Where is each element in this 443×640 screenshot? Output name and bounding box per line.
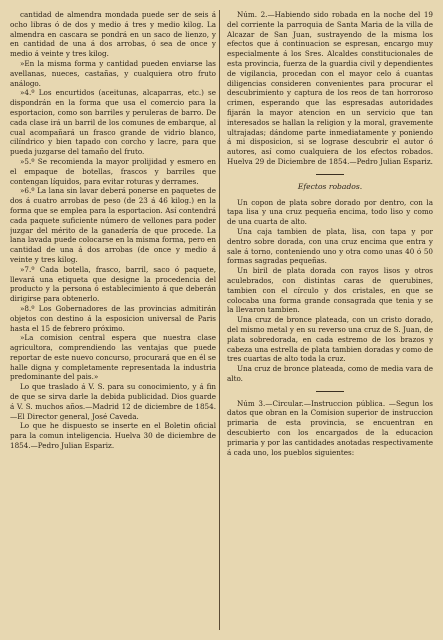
paragraph: »La comision central espera que nuestra clase agricultora, comprendiendo las ventajas que puede reportar de este nuevo concurso, procurará que en él se halle digna y completamente representada la industria predominante del pais.» <box>10 333 216 382</box>
paragraph: »4.º Los encurtidos (aceitunas, alcaparras, etc.) se dispondrán en la forma que usa el comercio para la esportacion, como son barriles y peruleras de barro. De cada clase irá un barril de los comunes de embarque, al cual acompañará un frasco grande de vidrio blanco, cilíndrico y bien tapado con corcho y lacre, para que pueda juzgarse del tamaño del fruto. <box>10 88 216 157</box>
paragraph: »8.º Los Gobernadores de las provincias admitirán objetos con destino á la esposicion universal de Paris hasta el 15 de febrero próximo. <box>10 303 216 333</box>
left-column <box>10 10 216 632</box>
notice-3: Núm 3.—Circular.—Instruccion pública. —Segun los datos que obran en la Comision superior de instruccion primaria de esta provincia, se encuentran en descubierto con los encargados de la educacion primaria y por las cantidades anotadas respectivamente á cada uno, los pueblos siguientes: <box>227 398 433 457</box>
paragraph: »6.º La lana sin lavar deberá ponerse en paquetes de dos á cuatro arrobas de peso (de 23 á 46 kilog.) en la forma que se emplea para la esportacion. Así contendrá cada paquete suficiente número de vellones para poder juzgar del mérito de la ganadería de que procede. La lana lavada puede colocarse en la misma forma, pero en cantidad de una á dos arrobas (de once y medio á veinte y tres kilog. <box>10 186 216 264</box>
stolen-item: Un copon de plata sobre dorado por dentro, con la tapa lisa y una cruz pequeña encima, todo liso y como de una cuarta de alto. <box>227 197 433 227</box>
column-divider <box>219 10 220 630</box>
paragraph: »En la misma forma y cantidad pueden enviarse las avellanas, nueces, castañas, y cualquiera otro fruto análogo. <box>10 58 216 88</box>
stolen-item: Un biril de plata dorada con rayos lisos y otros aculebrados, con distintas caras de querubines, tambien con el círculo y dos cristales, en que se colocaba una forma grande consagrada que tenia y se la llevaron tambien. <box>227 266 433 315</box>
section-rule <box>316 174 344 175</box>
paragraph: Lo que traslado á V. S. para su conocimiento, y á fin de que se sirva darle la debida publicidad. Dios guarde á V. S. muchos años.—Madrid 12 de diciembre de 1854.—El Director general, José Caveda. <box>10 382 216 421</box>
paragraph: Lo que he dispuesto se inserte en el Boletin oficial para la comun inteligencia. Huelva 30 de diciembre de 1854.—Pedro Julian Espariz. <box>10 421 216 451</box>
notice-2: Núm. 2.—Habiendo sido robada en la noche del 19 del corriente la parroquia de Santa Maria de la villa de Alcazar de San Juan, sustrayendo de la misma los efectos que á continuacion se espresan, encargo muy especialmente á los Sres. Alcaldes constitucionales de esta provincia, fuerza de la guardia civil y dependientes de vigilancia, procedan con el mayor celo á cuantas diligencias consideren convenientes para procurar el descubrimiento y captura de los reos de tan horroroso crimen, esperando que las espresadas autoridades fijarán la mayor atencion en un servicio que tan interesados se hallan la religion y la moral, gravemente ultrajadas; dándome parte inmediatamente y poniendo á mi disposicion, si se lograse descubrir el autor ó autores, así como cualquiera de los efectos robados. Huelva 29 de Diciembre de 1854.—Pedro Julian Espariz. <box>227 10 433 166</box>
stolen-item: Una cruz de bronce plateada, como de media vara de alto. <box>227 364 433 383</box>
right-column <box>227 10 433 632</box>
stolen-item: Una cruz de bronce plateada, con un cristo dorado, del mismo metal y en su reverso una cruz de S. Juan, de plata sobredorada, en cada estremo de los brazos y cabeza una estrella de plata tambien doradas y como de tres cuartas de alto toda la cruz. <box>227 315 433 364</box>
paragraph: »7.º Cada botella, frasco, barril, saco ó paquete, llevará una etiqueta que designe la procedencia del producto y la persona ó establecimiento á que deberán dirigirse para obtenerlo. <box>10 264 216 304</box>
paragraph: cantidad de almendra mondada puede ser de seis á ocho libras ó de dos y medio á tres y medio kilog. La almendra en cascara se pondrá en un saco de lienzo, y en cantidad de una á dos arrobas, ó sea de once y medio á veinte y tres kilog. <box>10 10 216 59</box>
section-rule <box>316 391 344 392</box>
stolen-item: Una caja tambien de plata, lisa, con tapa y por dentro sobre dorada, con una cruz encima que entra y sale á torno, conteniendo uno y otra como unas 40 ó 50 formas sagradas pequeñas. <box>227 226 433 266</box>
section-heading: Efectos robados. <box>297 181 363 191</box>
paragraph: »5.º Se recomienda la mayor prolijidad y esmero en el empaque de botellas, frascos y barriles que contengan líquidos, para evitar roturas y derrames. <box>10 156 216 186</box>
